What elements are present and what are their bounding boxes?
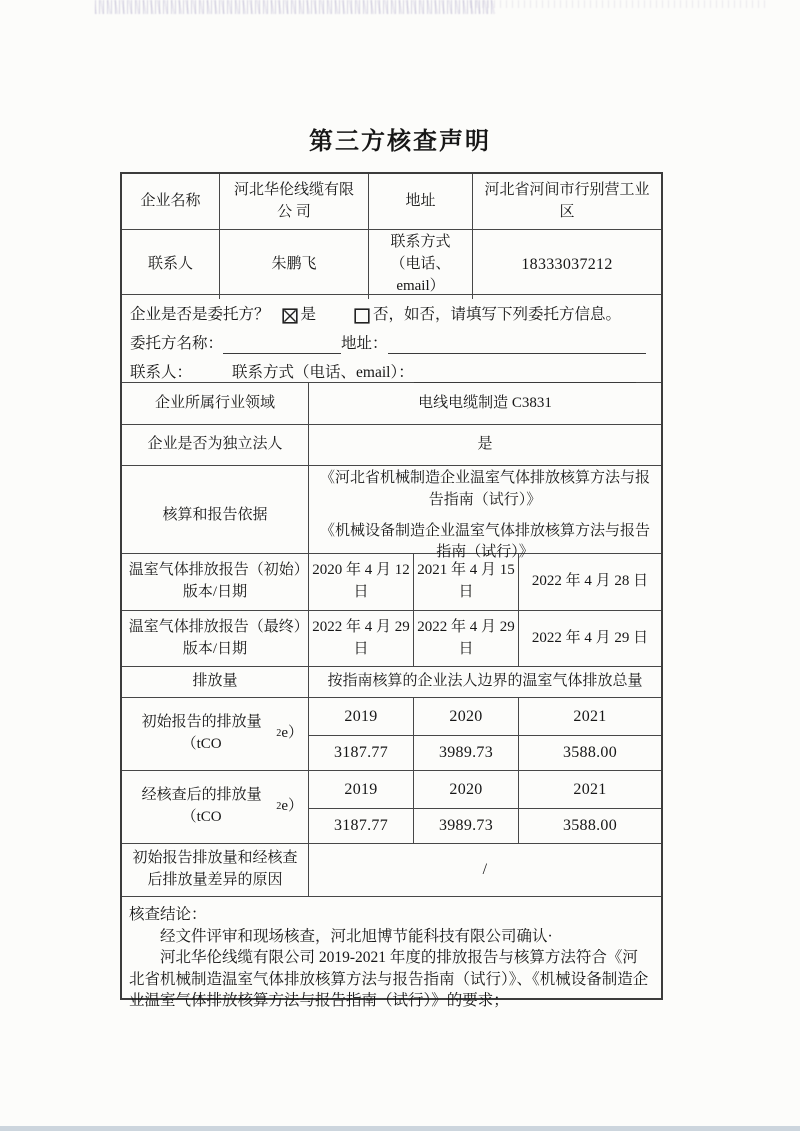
initial-emissions-value-1: 3187.77 [308, 736, 413, 770]
initial-emissions-value-2: 3989.73 [413, 736, 518, 770]
initial-emissions-year-3: 2021 [518, 698, 661, 736]
initial-report-date-2019: 2020 年 4 月 12 日 [308, 554, 413, 610]
contact-person-label: 联系人 [147, 255, 193, 272]
final-report-label: 温室气体排放报告（最终）版本/日期 [128, 618, 302, 657]
emission-definition-label: 排放量 [192, 673, 238, 690]
final-report-date-2019: 2022 年 4 月 29 日 [308, 611, 413, 666]
initial-emissions-year-1: 2019 [308, 698, 413, 736]
table-row-emission-definition [122, 666, 661, 697]
address-value: 河北省河间市行别营工业区 [472, 174, 661, 229]
address-label: 地址 [368, 174, 472, 229]
basis-guideline-1: 《河北省机械制造企业温室气体排放核算方法与报告指南（试行）》 [319, 470, 650, 508]
industry-value: 电线电缆制造 C3831 [308, 383, 661, 424]
industry-label: 企业所属行业领域 [154, 394, 275, 411]
verified-emissions-year-2: 2020 [413, 771, 518, 809]
checkbox-yes-checked-icon [282, 308, 298, 324]
conclusion-block [122, 897, 661, 1016]
verified-emissions-value-2: 3989.73 [413, 809, 518, 843]
client-name-label: 委托方名称： [130, 335, 224, 353]
conclusion-paragraph-2: 河北华伦线缆有限公司 2019-2021 年度的排放报告与核算方法符合《河北省机械制造温室气体排放核算方法与报告指南（试行）》、《机械设备制造企业温室气体排放核算方法与报告指南（试行）》的要求； [129, 949, 649, 1009]
checkbox-no-unchecked-icon [354, 308, 370, 324]
final-report-date-2021: 2022 年 4 月 29 日 [518, 611, 661, 666]
client-info-block [122, 295, 661, 392]
initial-report-date-2021: 2022 年 4 月 28 日 [518, 554, 661, 610]
table-row-company [122, 174, 661, 229]
table-row-client-info [122, 294, 661, 382]
table-row-conclusion [122, 896, 661, 1009]
verified-emissions-year-3: 2021 [518, 771, 661, 809]
initial-report-label: 温室气体排放报告（初始）版本/日期 [128, 562, 302, 600]
conclusion-paragraph-1: 经文件评审和现场核查，河北旭博节能科技有限公司确认· [160, 927, 553, 945]
client-no-label: 否，如否，请填写下列委托方信息。 [373, 306, 622, 324]
basis-label: 核算和报告依据 [162, 507, 268, 524]
company-name-value: 河北华伦线缆有限公 司 [219, 174, 368, 229]
scan-edge-strip [0, 1126, 800, 1131]
scan-noise-artifact-light [470, 0, 770, 8]
table-row-industry [122, 382, 661, 424]
table-row-verified-emissions [122, 770, 661, 843]
client-contact-method-label: 联系方式（电话、email）： [232, 364, 414, 382]
scan-noise-artifact [95, 0, 495, 14]
client-contact-method-blank-field [414, 365, 636, 383]
legal-entity-label: 企业是否为独立法人 [147, 436, 283, 453]
initial-emissions-value-3: 3588.00 [518, 736, 661, 770]
verified-emissions-value-1: 3187.77 [308, 809, 413, 843]
client-contact-label: 联系人： [130, 364, 193, 382]
table-row-legal-entity [122, 424, 661, 465]
page-title: 第三方核查声明 [309, 129, 491, 155]
final-report-date-2020: 2022 年 4 月 29 日 [413, 611, 518, 666]
contact-method-label: 联系方式 （电话、email） [368, 230, 472, 299]
contact-method-value: 18333037212 [472, 230, 661, 299]
client-question-line [130, 301, 653, 330]
table-row-difference-reason [122, 843, 661, 896]
initial-report-date-2020: 2021 年 4 月 15 日 [413, 554, 518, 610]
table-row-initial-report-date [122, 553, 661, 610]
initial-emissions-year-2: 2020 [413, 698, 518, 736]
emission-definition-value: 按指南核算的企业法人边界的温室气体排放总量 [308, 667, 661, 697]
conclusion-heading: 核查结论： [129, 906, 207, 923]
verified-emissions-year-1: 2019 [308, 771, 413, 809]
basis-value [308, 466, 661, 566]
client-address-label: 地址： [341, 335, 388, 353]
client-question-label: 企业是否是委托方？ [130, 306, 270, 324]
client-yes-label: 是 [300, 306, 317, 324]
table-row-contact [122, 229, 661, 294]
client-name-blank-field [223, 336, 341, 354]
table-row-basis [122, 465, 661, 561]
contact-person-value: 朱鹏飞 [219, 230, 368, 299]
verification-statement-table [120, 172, 663, 1009]
initial-emissions-label: 初始报告的排放量（tCO 2 e） [141, 714, 303, 752]
difference-reason-value: / [308, 844, 661, 896]
legal-entity-value: 是 [308, 425, 661, 465]
basis-guideline-2: 《机械设备制造企业温室气体排放核算方法与报告指南（试行）》 [319, 522, 650, 561]
table-row-final-report-date [122, 610, 661, 666]
table-row-initial-emissions [122, 697, 661, 770]
verified-emissions-value-3: 3588.00 [518, 809, 661, 843]
difference-reason-label: 初始报告排放量和经核查后排放量差异的原因 [132, 850, 298, 888]
verified-emissions-label: 经核查后的排放量（tCO 2 e） [141, 787, 303, 825]
client-name-line [130, 330, 653, 359]
client-address-blank-field [388, 336, 646, 354]
company-name-label: 企业名称 [140, 192, 201, 209]
